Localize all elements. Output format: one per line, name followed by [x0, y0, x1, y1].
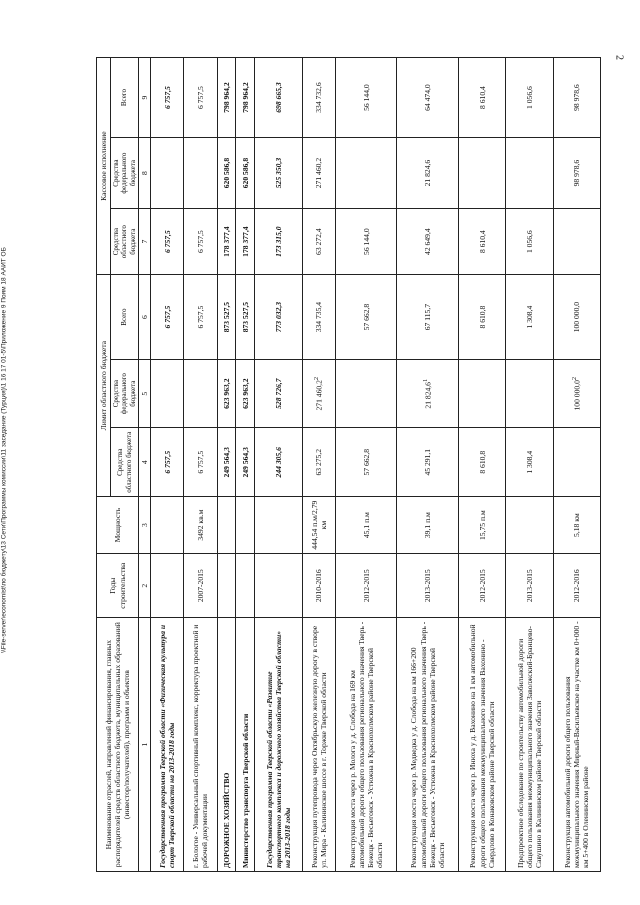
row-years — [236, 554, 255, 618]
limit-regional: 63 275,2 — [302, 428, 335, 497]
cash-total: 698 665,3 — [255, 58, 302, 138]
cash-federal: 620 586,8 — [217, 138, 236, 209]
limit-federal: 100 000,02 — [553, 359, 600, 428]
header-capacity: Мощность — [97, 497, 139, 554]
row-years — [151, 554, 184, 618]
row-capacity: 45,1 п.м — [335, 497, 397, 554]
limit-total: 773 032,3 — [255, 275, 302, 360]
table-row — [553, 58, 600, 872]
row-years — [217, 554, 236, 618]
cash-federal — [506, 138, 553, 209]
limit-regional: 249 564,3 — [236, 428, 255, 497]
cash-regional: 178 377,4 — [236, 209, 255, 275]
col-number: 3 — [139, 497, 151, 554]
limit-total: 334 735,4 — [302, 275, 335, 360]
col-number: 2 — [139, 554, 151, 618]
row-years: 2012-2016 — [553, 554, 600, 618]
row-years: 2013-2015 — [506, 554, 553, 618]
cash-total: 798 964,2 — [236, 58, 255, 138]
column-number-row — [139, 58, 151, 872]
limit-federal — [506, 359, 553, 428]
limit-federal — [151, 359, 184, 428]
row-capacity — [506, 497, 553, 554]
header-cash-group: Кассовое исполнение — [97, 58, 111, 275]
row-capacity — [151, 497, 184, 554]
cash-federal: 21 824,6 — [397, 138, 459, 209]
cash-regional: 1 056,6 — [506, 209, 553, 275]
limit-regional: 244 305,6 — [255, 428, 302, 497]
row-name: Реконструкция моста через р. Молога у д. Слобода на 169 км автомобильной дороги общего пользования регионального значения Тверь - Бежецк - Весьегонск - Устюжна в Краснохолмском районе Тверской области — [335, 618, 397, 872]
limit-regional: 57 662,8 — [335, 428, 397, 497]
col-number: 7 — [139, 209, 151, 275]
table-row — [255, 58, 302, 872]
table-row — [217, 58, 236, 872]
header-limit-federal: Средства федерального бюджета — [111, 359, 139, 428]
row-capacity: 15,75 п.м — [458, 497, 505, 554]
col-number: 6 — [139, 275, 151, 360]
limit-total: 57 662,8 — [335, 275, 397, 360]
col-number: 9 — [139, 58, 151, 138]
table-row — [184, 58, 217, 872]
limit-total: 6 757,5 — [184, 275, 217, 360]
cash-total: 64 474,0 — [397, 58, 459, 138]
limit-total: 6 757,5 — [151, 275, 184, 360]
cash-federal — [184, 138, 217, 209]
limit-federal — [184, 359, 217, 428]
col-number: 4 — [139, 428, 151, 497]
limit-regional: 45 291,1 — [397, 428, 459, 497]
table-row — [302, 58, 335, 872]
col-number: 1 — [139, 618, 151, 872]
table-row — [335, 58, 397, 872]
limit-total: 873 527,5 — [217, 275, 236, 360]
header-name: Наименование отраслей, направлений финансирования, главных распорядителей средств областного бюджета, муниципальных образований (инвестор/получателей), программ и объектов — [97, 618, 139, 872]
limit-federal — [458, 359, 505, 428]
table-row — [151, 58, 184, 872]
row-years: 2012-2015 — [458, 554, 505, 618]
row-name: Министерство транспорта Тверской области — [236, 618, 255, 872]
limit-regional: 249 564,3 — [217, 428, 236, 497]
table-row — [458, 58, 505, 872]
limit-federal: 21 824,61 — [397, 359, 459, 428]
limit-federal: 623 963,2 — [236, 359, 255, 428]
row-name: ДОРОЖНОЕ ХОЗЯЙСТВО — [217, 618, 236, 872]
row-years: 2010-2016 — [302, 554, 335, 618]
cash-regional: 6 757,5 — [184, 209, 217, 275]
cash-total: 98 978,6 — [553, 58, 600, 138]
row-capacity — [217, 497, 236, 554]
row-years — [255, 554, 302, 618]
cash-regional: 56 144,0 — [335, 209, 397, 275]
col-number: 8 — [139, 138, 151, 209]
cash-regional: 6 757,5 — [151, 209, 184, 275]
header-cash-total: Всего — [111, 58, 139, 138]
row-capacity — [236, 497, 255, 554]
cash-total: 334 732,6 — [302, 58, 335, 138]
cash-regional: 178 377,4 — [217, 209, 236, 275]
cash-total: 8 610,4 — [458, 58, 505, 138]
cash-total: 56 144,0 — [335, 58, 397, 138]
table-row — [397, 58, 459, 872]
cash-regional: 42 649,4 — [397, 209, 459, 275]
row-years: 2007-2015 — [184, 554, 217, 618]
row-capacity: 39,1 п.м — [397, 497, 459, 554]
cash-regional: 173 315,0 — [255, 209, 302, 275]
limit-federal: 528 726,7 — [255, 359, 302, 428]
row-name: Государственная программа Тверской области «Развитие транспортного комплекса и дорожного хозяйства Тверской области» на 2013-2018 годы — [255, 618, 302, 872]
cash-regional: 8 610,4 — [458, 209, 505, 275]
cash-total: 798 964,2 — [217, 58, 236, 138]
limit-federal — [335, 359, 397, 428]
cash-federal: 98 978,6 — [553, 138, 600, 209]
limit-total: 8 610,8 — [458, 275, 505, 360]
header-cash-regional: Средства областного бюджета — [111, 209, 139, 275]
cash-total: 6 757,5 — [151, 58, 184, 138]
limit-total: 100 000,0 — [553, 275, 600, 360]
cash-federal — [335, 138, 397, 209]
cash-regional — [553, 209, 600, 275]
limit-regional: 1 308,4 — [506, 428, 553, 497]
header-limit-group: Лимит областного бюджета — [97, 275, 111, 497]
limit-total: 873 527,5 — [236, 275, 255, 360]
limit-total: 67 115,7 — [397, 275, 459, 360]
cash-federal: 271 460,2 — [302, 138, 335, 209]
page-mark: 2 — [571, 376, 579, 381]
limit-regional — [553, 428, 600, 497]
row-capacity: 5,18 км — [553, 497, 600, 554]
page-number: 2 — [613, 55, 625, 60]
cash-total: 6 757,5 — [184, 58, 217, 138]
limit-regional: 6 757,5 — [151, 428, 184, 497]
page-mark: 1 — [422, 378, 430, 383]
row-name: Реконструкция путепровода через Октябрьскую железную дорогу в створе ул. Мира - Калининское шоссе в г. Торжке Тверской области — [302, 618, 335, 872]
row-years: 2012-2015 — [335, 554, 397, 618]
table-body — [151, 58, 601, 872]
table-row — [236, 58, 255, 872]
cash-total: 1 056,6 — [506, 58, 553, 138]
cash-federal: 620 586,8 — [236, 138, 255, 209]
rotated-table-wrapper — [96, 57, 601, 872]
header-limit-regional: Средства областного бюджета — [111, 428, 139, 497]
row-capacity: 444,54 п.м/2,79 км — [302, 497, 335, 554]
cash-regional: 63 272,4 — [302, 209, 335, 275]
row-name: г. Бологое - Универсальный спортивный комплекс, корректура проектной и рабочей документации — [184, 618, 217, 872]
cash-federal: 525 350,3 — [255, 138, 302, 209]
row-capacity — [255, 497, 302, 554]
row-name: Реконструкция моста через р. Медведка у д. Слобода на км 166+200 автомобильной дороги общего пользования регионального значения Тверь - Бежецк - Весьегонск - Устюжна в Краснохолмском районе Тверской области — [397, 618, 459, 872]
limit-regional: 6 757,5 — [184, 428, 217, 497]
col-number: 5 — [139, 359, 151, 428]
budget-table — [96, 57, 601, 872]
cash-federal — [151, 138, 184, 209]
cash-federal — [458, 138, 505, 209]
row-name: Реконструкция моста через р. Инюха у д. Вахонино на 1 км автомобильной дороги общего пользования межмуниципального значения Вахонино - Свердлово в Конаковском районе Тверской области — [458, 618, 505, 872]
limit-total: 1 308,4 — [506, 275, 553, 360]
limit-federal: 623 963,2 — [217, 359, 236, 428]
row-name: Государственная программа Тверской области «Физическая культура и спорт Тверской области на 2013-2018 годы — [151, 618, 184, 872]
row-years: 2013-2015 — [397, 554, 459, 618]
page-mark: 2 — [313, 376, 321, 381]
limit-regional: 8 610,8 — [458, 428, 505, 497]
header-years: Годы строительства — [97, 554, 139, 618]
table-row — [506, 58, 553, 872]
row-name: Предпроектное обследование по строительству автомобильной дороги общего пользования межмуниципального значения Заволжский-Бранцево-Савушино в Калининском районе Тверской области — [506, 618, 553, 872]
header-cash-federal: Средства федерального бюджета — [111, 138, 139, 209]
header-limit-total: Всего — [111, 275, 139, 360]
row-capacity: 3492 кв.м — [184, 497, 217, 554]
limit-federal: 271 460,22 — [302, 359, 335, 428]
row-name: Реконструкция автомобильной дороги общего пользования межмуниципального значения Мирный-Васильевское на участке км 0+000 - км 5+400 в Оленинском районе — [553, 618, 600, 872]
